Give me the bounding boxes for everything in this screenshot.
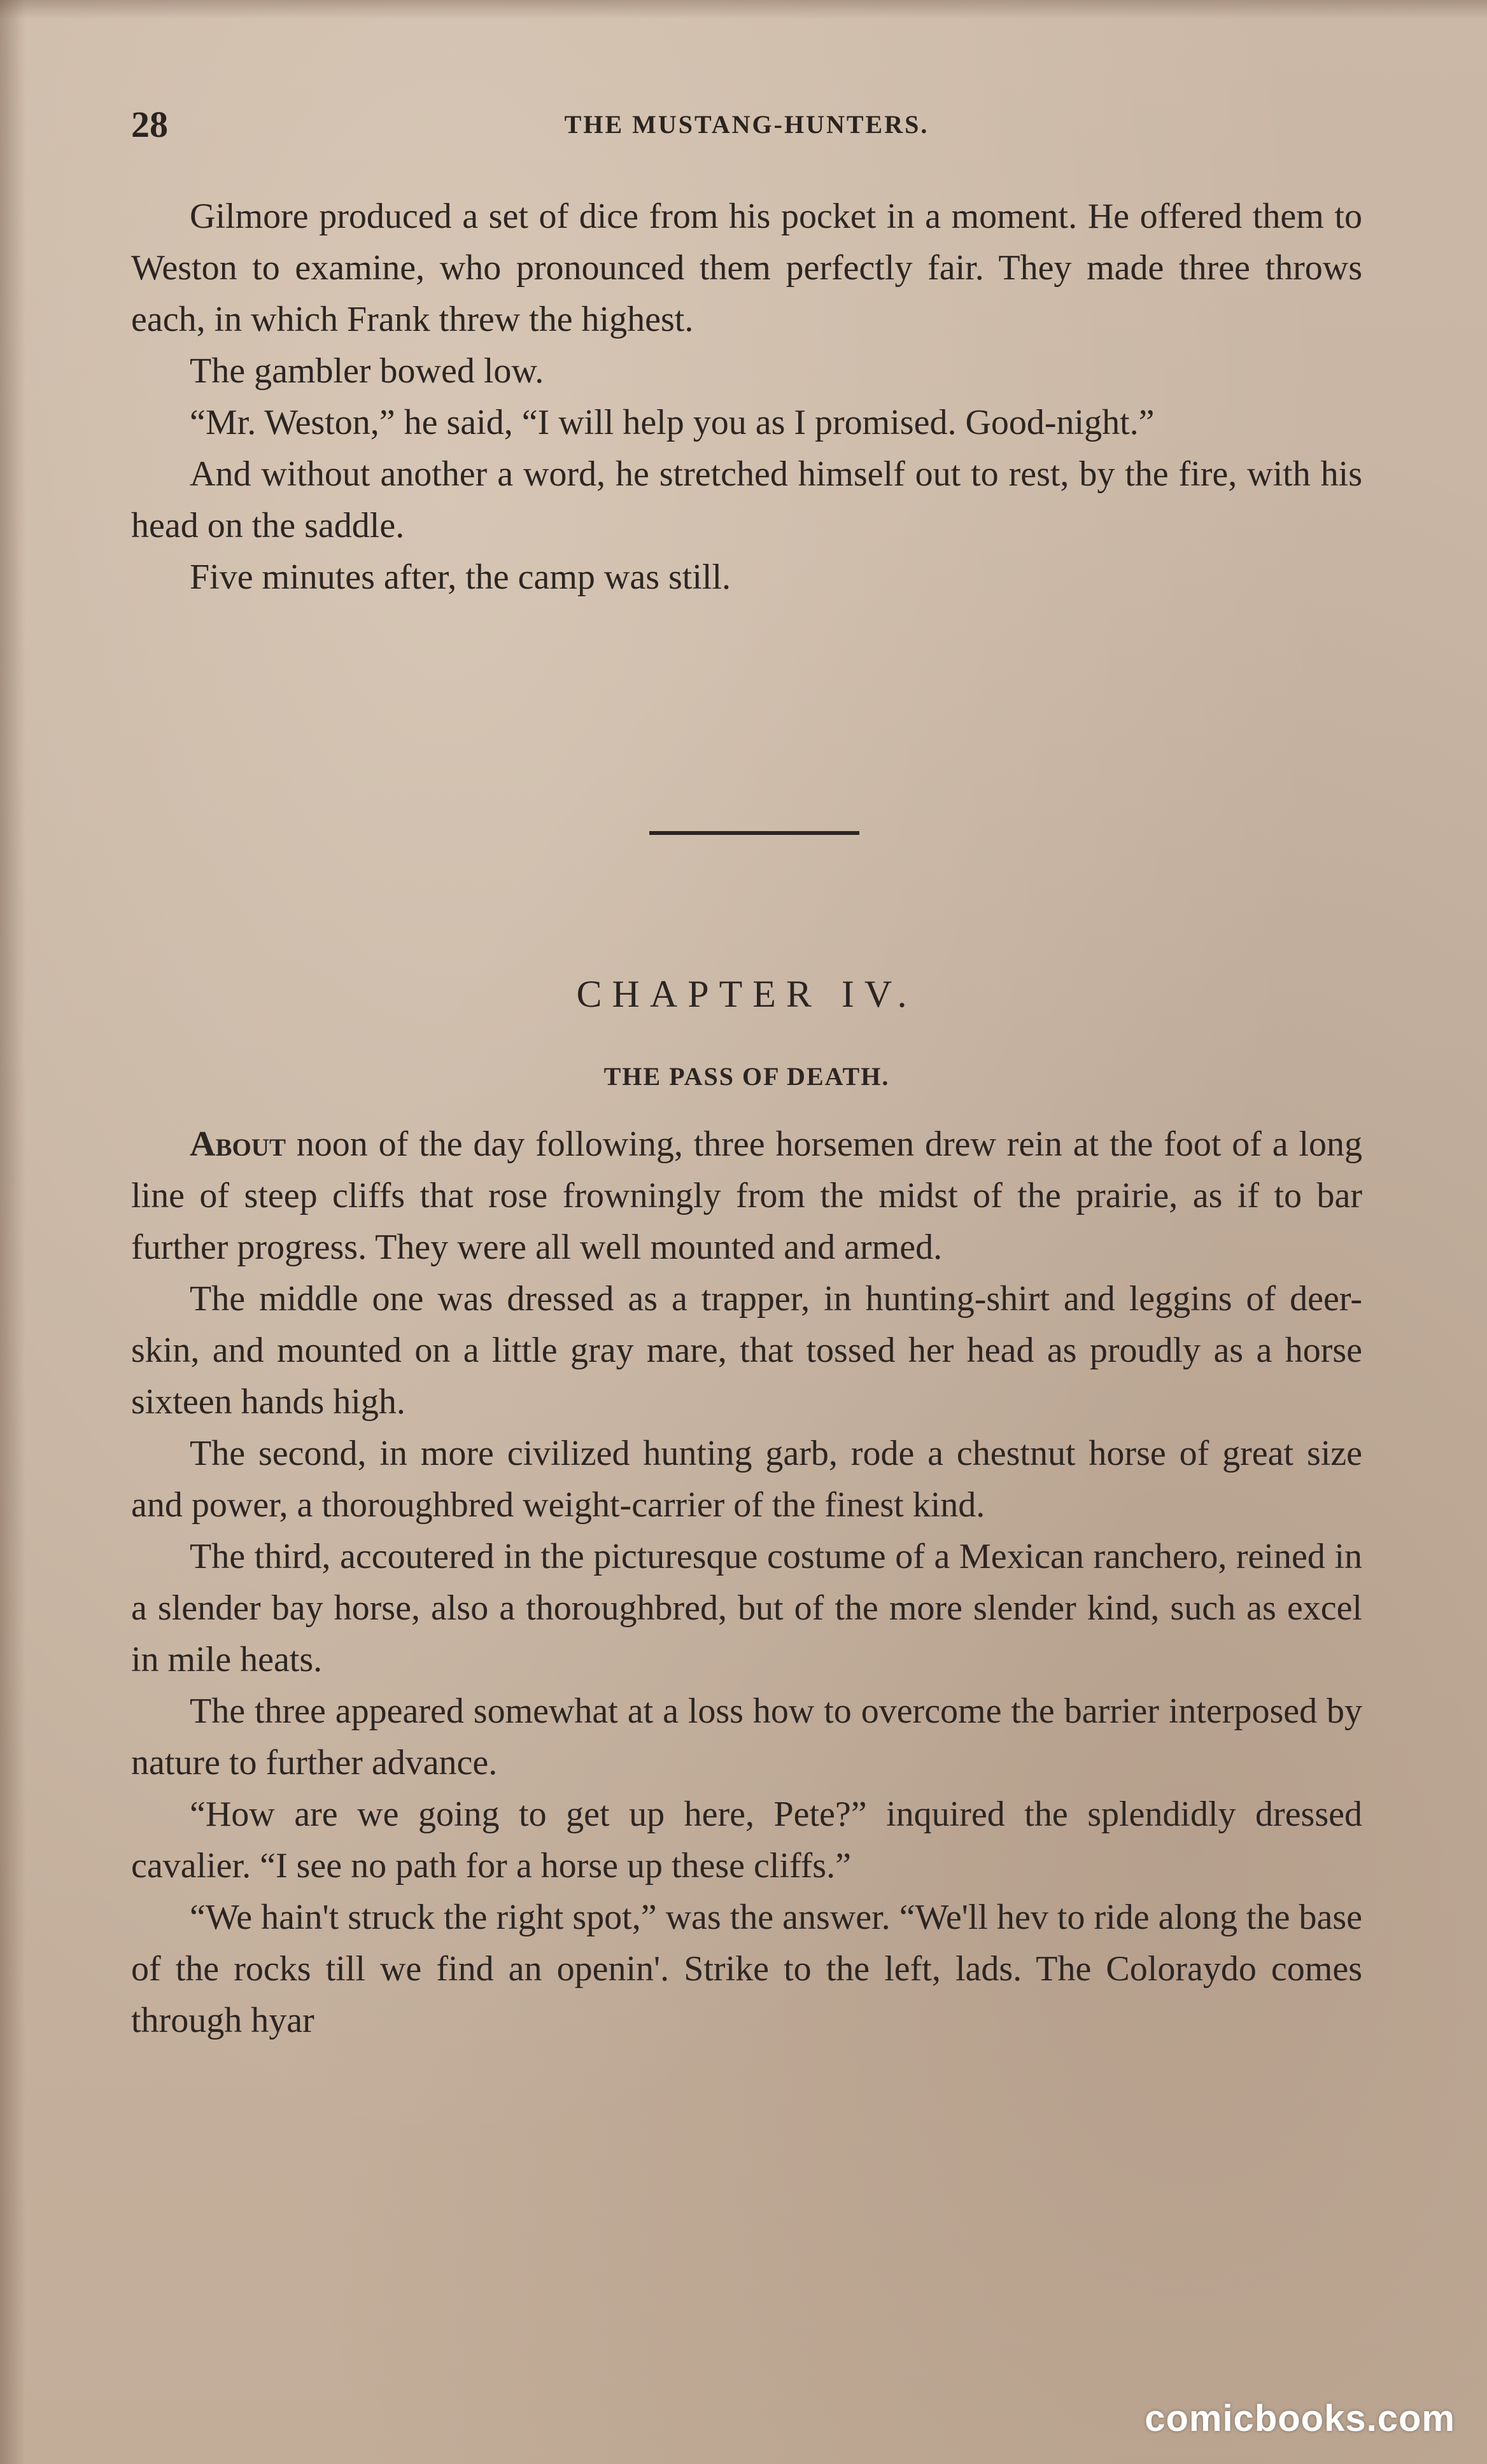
book-title: THE MUSTANG-HUNTERS.: [564, 110, 929, 139]
watermark: comicbooks.com: [1145, 2398, 1455, 2439]
paragraph: And without another a word, he stretched himself out to rest, by the fire, with his head on the saddle.: [131, 454, 1362, 545]
section-divider-rule: [649, 831, 859, 835]
chapter-heading: CHAPTER IV.: [576, 973, 917, 1015]
paragraph: The three appeared somewhat at a loss how to overcome the barrier interposed by nature to further advance.: [131, 1691, 1362, 1782]
paragraph: “Mr. Weston,” he said, “I will help you as I promised. Good-night.”: [190, 403, 1155, 442]
opening-paragraph-text: noon of the day following, three horsemen drew rein at the foot of a long line of steep cliffs that rose frowningly from the midst of the prairie, as if to bar further progress. They were all well mounted and armed.: [131, 1124, 1362, 1267]
paragraph: Gilmore produced a set of dice from his pocket in a moment. He offered them to Weston to examine, who pronounced them perfectly fair. They made three throws each, in which Frank threw the highest.: [131, 197, 1362, 339]
page-edge-shadow: [0, 0, 25, 2464]
opening-word: About: [190, 1124, 286, 1164]
paragraph: “How are we going to get up here, Pete?” inquired the splendidly dressed cavalier. “I see no path for a horse up these cliffs.”: [131, 1795, 1362, 1886]
page-number: 28: [131, 104, 168, 145]
chapter-subtitle: THE PASS OF DEATH.: [603, 1062, 890, 1091]
opening-paragraph: [131, 1119, 1362, 1273]
previous-chapter-text: [131, 191, 1362, 603]
page-top-shadow: [0, 0, 1487, 19]
paragraph: The gambler bowed low.: [190, 351, 544, 391]
paragraph: “We hain't struck the right spot,” was the answer. “We'll hev to ride along the base of the rocks till we find an openin'. Strike to the left, lads. The Coloraydo comes through hyar: [131, 1898, 1362, 2040]
paragraph: The second, in more civilized hunting garb, rode a chestnut horse of great size and power, a thoroughbred weight-carrier of the finest kind.: [131, 1434, 1362, 1525]
running-head: [131, 95, 1362, 153]
chapter-text: [131, 1119, 1362, 2047]
paragraph: The third, accoutered in the picturesque costume of a Mexican ranchero, reined in a slender bay horse, also a thoroughbred, but of the more slender kind, such as excel in mile heats.: [131, 1537, 1362, 1679]
paragraph: Five minutes after, the camp was still.: [190, 557, 731, 597]
paragraph: The middle one was dressed as a trapper, in hunting-shirt and leggins of deer-skin, and mounted on a little gray mare, that tossed her head as proudly as a horse sixteen hands high.: [131, 1279, 1362, 1422]
